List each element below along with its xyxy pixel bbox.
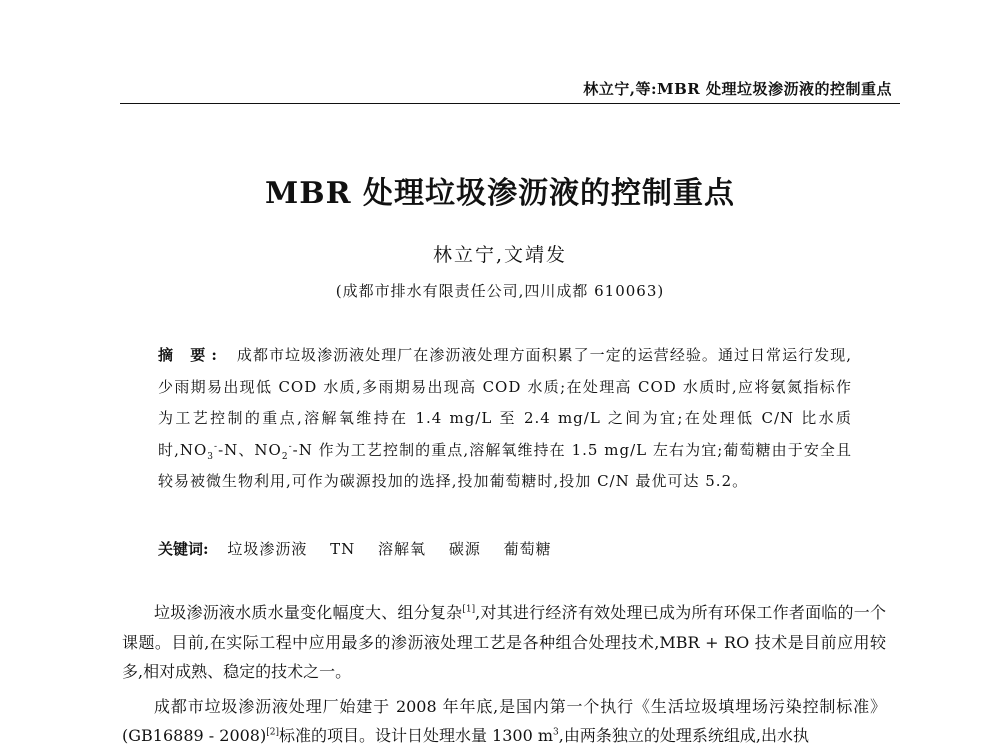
body-text <box>122 598 886 756</box>
abstract-sub-2: 2 <box>281 451 289 462</box>
abstract-label: 摘 要: <box>158 346 223 364</box>
body-p1-text-b: ,对其进行经济有效处理已成为所有环保工作者面临的一个课题。目前,在实际工程中应用最多的渗沥液处理工艺是各种组合处理技术,MBR + RO 技术是目前应用较多,相对成熟、稳定的技术之一。 <box>122 603 886 681</box>
keyword-item: 溶解氧 <box>378 540 427 558</box>
paper-authors: 林立宁,文靖发 <box>432 244 568 266</box>
abstract-sub-1: 3 <box>207 451 215 462</box>
body-p1-text-a: 垃圾渗沥液水质水量变化幅度大、组分复杂 <box>154 603 463 622</box>
keyword-item: 葡萄糖 <box>503 540 552 558</box>
abstract-text-3: -N 作为工艺控制的重点,溶解氧维持在 1.5 mg/L 左右为宜;葡萄糖由于安全且较易被微生物利用,可作为碳源投加的选择,投加葡萄糖时,投加 C/N 最优可达 5.2。 <box>158 440 852 490</box>
abstract <box>158 340 852 498</box>
abstract-sup-2: - <box>288 441 293 452</box>
body-paragraph-1 <box>122 598 886 687</box>
unit-superscript: 3 <box>553 727 559 738</box>
abstract-text-1: 成都市垃圾渗沥液处理厂在渗沥液处理方面积累了一定的运营经验。通过日常运行发现,少雨期易出现低 COD 水质,多雨期易出现高 COD 水质;在处理高 COD 水质时,应将氨氮指标作为工艺控制的重点,溶解氧维持在 1.4 mg/L 至 2.4 mg/L 之间为宜;在处理低 C/N 比水质时,NO <box>158 346 852 459</box>
keyword-item: 垃圾渗沥液 <box>227 540 308 558</box>
header-divider <box>120 103 900 104</box>
body-p2-text-c: ,由两条独立的处理系统组成,出水执 <box>558 726 809 745</box>
keyword-item: 碳源 <box>448 540 481 558</box>
citation-ref-1: [1] <box>462 604 476 615</box>
keywords <box>158 537 852 561</box>
body-p2-text-b: 标准的项目。设计日处理水量 1300 m <box>278 726 554 745</box>
citation-ref-2: [2] <box>266 727 279 738</box>
body-paragraph-2 <box>122 692 886 751</box>
body-p2-text-a: 成都市垃圾渗沥液处理厂始建于 2008 年年底,是国内第一个执行《生活垃圾填埋场污染控制标准》(GB16889 - 2008) <box>122 696 886 745</box>
paper-affiliation: (成都市排水有限责任公司,四川成都 610063) <box>335 282 665 300</box>
abstract-text-2: -N、NO <box>218 440 282 459</box>
running-head: 林立宁,等:MBR 处理垃圾渗沥液的控制重点 <box>583 80 892 98</box>
paper-title: MBR 处理垃圾渗沥液的控制重点 <box>265 176 735 211</box>
keyword-item: TN <box>330 540 356 558</box>
abstract-sup-1: - <box>214 441 219 452</box>
keywords-label: 关键词: <box>158 540 209 558</box>
